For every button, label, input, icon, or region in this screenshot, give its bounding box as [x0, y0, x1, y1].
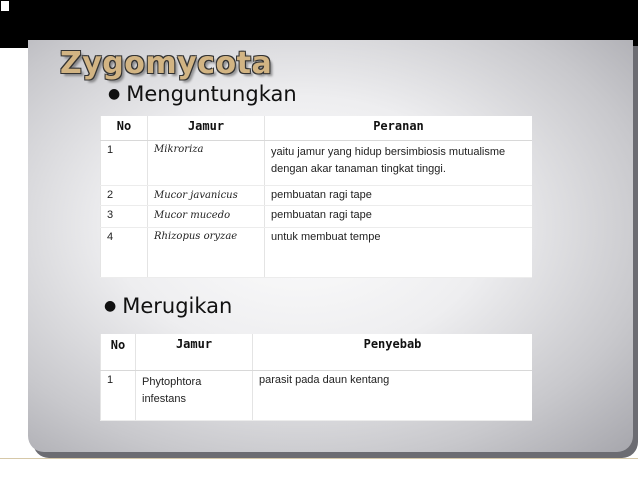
header-no: No — [101, 116, 148, 140]
table-row — [101, 185, 533, 205]
cell-jamur: Phytophtora infestans — [136, 370, 253, 420]
cell-penyebab: parasit pada daun kentang — [253, 370, 533, 420]
cell-peranan: yaitu jamur yang hidup bersimbiosis mutualisme dengan akar tanaman tingkat tinggi. — [265, 140, 533, 185]
table-row — [101, 370, 533, 420]
cell-jamur: Rhizopus oryzae — [148, 227, 265, 277]
table-header-row — [101, 334, 533, 370]
header-jamur: Jamur — [136, 334, 253, 370]
cell-peranan: pembuatan ragi tape — [265, 185, 533, 205]
header-no: No — [101, 334, 136, 370]
table-merugikan — [100, 334, 532, 421]
bullet-menguntungkan — [108, 82, 297, 106]
corner-marker — [0, 0, 10, 12]
cell-no: 1 — [101, 370, 136, 420]
cell-no: 4 — [101, 227, 148, 277]
bullet-dot-icon: ● — [108, 86, 121, 102]
table-menguntungkan — [100, 116, 532, 278]
cell-jamur: Mikroriza — [148, 140, 265, 185]
table-row — [101, 227, 533, 277]
cell-jamur: Mucor mucedo — [148, 205, 265, 227]
table-header-row — [101, 116, 533, 140]
cell-no: 3 — [101, 205, 148, 227]
bullet-merugikan — [104, 294, 232, 318]
cell-jamur: Mucor javanicus — [148, 185, 265, 205]
bullet-label: Menguntungkan — [126, 82, 297, 106]
header-jamur: Jamur — [148, 116, 265, 140]
cell-no: 1 — [101, 140, 148, 185]
bullet-label: Merugikan — [122, 294, 233, 318]
bullet-dot-icon: ● — [104, 298, 117, 314]
header-peranan: Peranan — [265, 116, 533, 140]
header-penyebab: Penyebab — [253, 334, 533, 370]
cell-peranan: untuk membuat tempe — [265, 227, 533, 277]
cell-peranan: pembuatan ragi tape — [265, 205, 533, 227]
table-row — [101, 140, 533, 185]
cell-no: 2 — [101, 185, 148, 205]
slide-title: Zygomycota — [60, 46, 273, 81]
bottom-divider — [0, 458, 638, 459]
table-row — [101, 205, 533, 227]
